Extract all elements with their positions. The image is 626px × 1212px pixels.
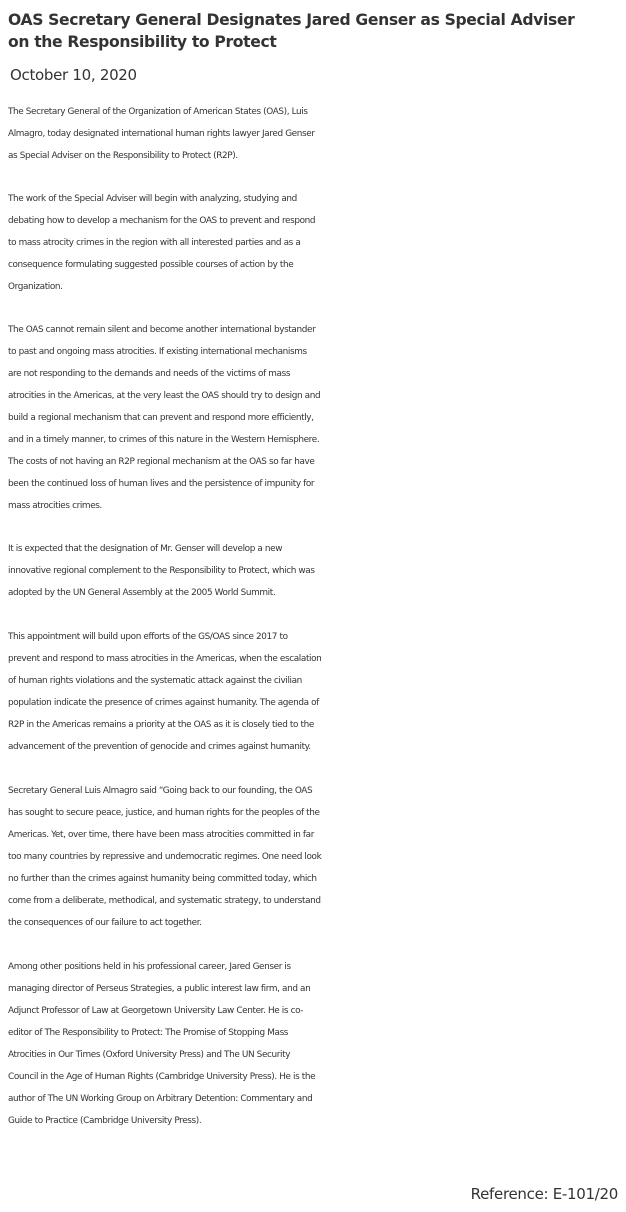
article-title-line: OAS Secretary General Designates Jared Genser as Special Adviser — [8, 11, 575, 29]
text-line: advancement of the prevention of genocide and crimes against humanity. — [8, 742, 311, 752]
text-line: Atrocities in Our Times (Oxford University Press) and The UN Security — [8, 1050, 291, 1060]
text-line: R2P in the Americas remains a priority at the OAS as it is closely tied to the — [8, 720, 314, 730]
text-line: are not responding to the demands and needs of the victims of mass — [8, 369, 291, 379]
text-line: atrocities in the Americas, at the very least the OAS should try to design and — [8, 391, 321, 401]
text-line: adopted by the UN General Assembly at the 2005 World Summit. — [8, 588, 276, 598]
article-date: October 10, 2020 — [10, 66, 137, 84]
text-line: Guide to Practice (Cambridge University Press). — [8, 1116, 202, 1126]
paragraph-3 — [8, 319, 626, 517]
text-line: The Secretary General of the Organization of American States (OAS), Luis — [8, 107, 308, 117]
text-line: The costs of not having an R2P regional mechanism at the OAS so far have — [8, 457, 315, 467]
text-line: The work of the Special Adviser will begin with analyzing, studying and — [8, 194, 297, 204]
text-line: prevent and respond to mass atrocities in the Americas, when the escalation — [8, 654, 322, 664]
text-line: Organization. — [8, 282, 63, 292]
text-line: Americas. Yet, over time, there have been mass atrocities committed in far — [8, 830, 314, 840]
text-line: It is expected that the designation of Mr. Genser will develop a new — [8, 544, 283, 554]
article-title — [8, 9, 574, 53]
text-line: to mass atrocity crimes in the region with all interested parties and as a — [8, 238, 301, 248]
article-title-line: on the Responsibility to Protect — [8, 33, 277, 51]
text-line: innovative regional complement to the Responsibility to Protect, which was — [8, 566, 315, 576]
text-line: as Special Adviser on the Responsibility to Protect (R2P). — [8, 151, 238, 161]
text-line: too many countries by repressive and undemocratic regimes. One need look — [8, 852, 322, 862]
text-line: debating how to develop a mechanism for the OAS to prevent and respond — [8, 216, 316, 226]
text-line: Adjunct Professor of Law at Georgetown University Law Center. He is co- — [8, 1006, 304, 1016]
text-line: author of The UN Working Group on Arbitrary Detention: Commentary and — [8, 1094, 313, 1104]
text-line: Secretary General Luis Almagro said “Going back to our founding, the OAS — [8, 786, 313, 796]
reference-number: Reference: E-101/20 — [470, 1185, 618, 1203]
text-line: mass atrocities crimes. — [8, 501, 102, 511]
text-line: managing director of Perseus Strategies, a public interest law firm, and an — [8, 984, 311, 994]
text-line: come from a deliberate, methodical, and systematic strategy, to understand — [8, 896, 321, 906]
text-line: The OAS cannot remain silent and become another international bystander — [8, 325, 316, 335]
text-line: to past and ongoing mass atrocities. If existing international mechanisms — [8, 347, 307, 357]
text-line: been the continued loss of human lives and the persistence of impunity for — [8, 479, 315, 489]
text-line: Among other positions held in his professional career, Jared Genser is — [8, 962, 291, 972]
paragraph-6 — [8, 780, 626, 934]
text-line: population indicate the presence of crimes against humanity. The agenda of — [8, 698, 319, 708]
text-line: Almagro, today designated international human rights lawyer Jared Genser — [8, 129, 315, 139]
text-line: This appointment will build upon efforts of the GS/OAS since 2017 to — [8, 632, 288, 642]
text-line: Council in the Age of Human Rights (Cambridge University Press). He is the — [8, 1072, 316, 1082]
text-line: and in a timely manner, to crimes of this nature in the Western Hemisphere. — [8, 435, 320, 445]
paragraph-5 — [8, 626, 626, 758]
paragraph-2 — [8, 188, 626, 298]
text-line: has sought to secure peace, justice, and human rights for the peoples of the — [8, 808, 320, 818]
paragraph-7 — [8, 956, 626, 1132]
text-line: the consequences of our failure to act together. — [8, 918, 202, 928]
text-line: of human rights violations and the systematic attack against the civilian — [8, 676, 302, 686]
paragraph-1 — [8, 101, 626, 167]
text-line: editor of The Responsibility to Protect: The Promise of Stopping Mass — [8, 1028, 289, 1038]
text-line: no further than the crimes against humanity being committed today, which — [8, 874, 317, 884]
text-line: build a regional mechanism that can prevent and respond more efficiently, — [8, 413, 314, 423]
text-line: consequence formulating suggested possible courses of action by the — [8, 260, 294, 270]
paragraph-4 — [8, 538, 626, 604]
